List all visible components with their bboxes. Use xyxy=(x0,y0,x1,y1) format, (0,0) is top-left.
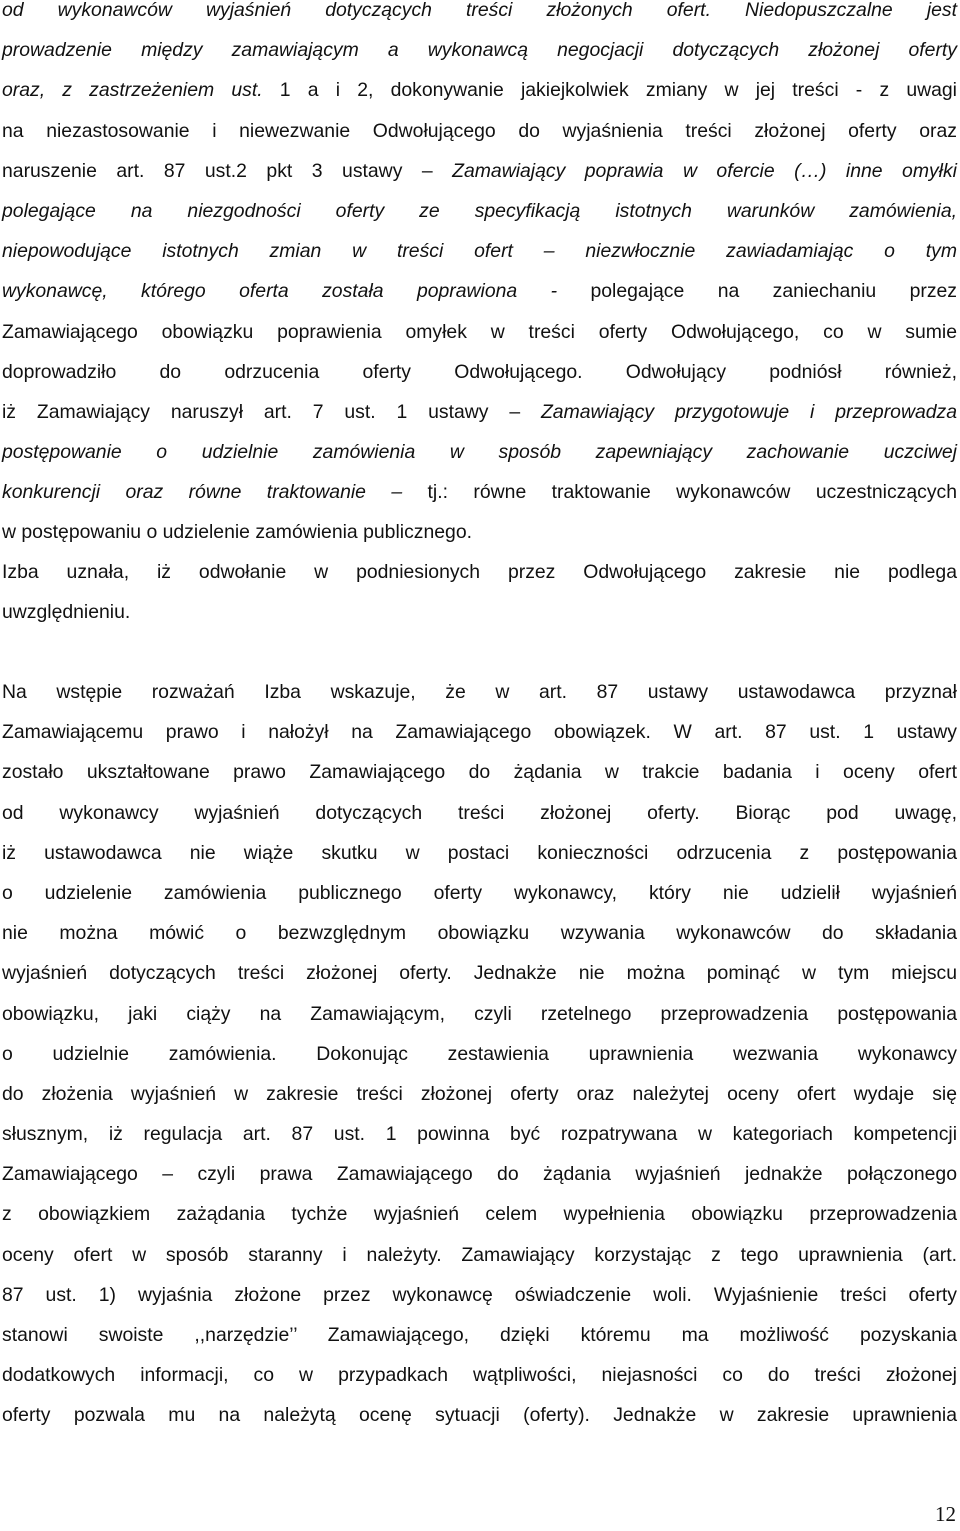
text-segment: Zamawiający przygotowuje i przeprowadza xyxy=(540,400,957,423)
text-segment: oraz, z zastrzeżeniem ust. xyxy=(2,79,263,102)
text-segment: od wykonawcy wyjaśnień dotyczących treści złożonej oferty. Biorąc pod uwagę, xyxy=(2,801,957,824)
text-segment: tj.: równe traktowanie wykonawców uczestniczących xyxy=(427,481,957,504)
text-segment: Zamawiającemu prawo i nałożył na Zamawiającego obowiązek. W art. 87 ust. 1 ustawy xyxy=(2,721,957,744)
text-segment: od wykonawców wyjaśnień dotyczących treści złożonych ofert. xyxy=(2,0,711,21)
page-number: 12 xyxy=(935,1502,956,1526)
text-segment: uwzględnieniu. xyxy=(2,601,131,624)
text-line xyxy=(2,1114,957,1154)
text-line xyxy=(2,111,957,151)
text-line xyxy=(2,30,957,70)
text-segment: polegające na zaniechaniu przez xyxy=(557,280,957,303)
text-line xyxy=(2,913,957,953)
text-line xyxy=(2,712,957,752)
paragraph-3 xyxy=(2,672,957,1436)
text-segment: wykonawcę, którego oferta została poprawiona - xyxy=(2,280,558,303)
text-line xyxy=(2,392,957,432)
text-segment: wyjaśnień dotyczących treści złożonej oferty. Jednakże nie można pominąć w tym miejscu xyxy=(2,962,957,985)
text-line xyxy=(2,1154,957,1194)
text-segment: niepowodujące istotnych zmian w treści ofert – niezwłocznie zawiadamiając o tym xyxy=(2,240,957,263)
text-segment: do złożenia wyjaśnień w zakresie treści złożonej oferty oraz należytej oceny ofert wydaje się xyxy=(2,1082,957,1105)
paragraph-1 xyxy=(2,0,957,553)
text-line xyxy=(2,0,957,30)
text-line xyxy=(2,151,957,191)
text-line xyxy=(2,231,957,271)
text-segment: 87 ust. 1) wyjaśnia złożone przez wykonawcę oświadczenie woli. Wyjaśnienie treści oferty xyxy=(2,1283,957,1306)
text-segment: w postępowaniu o udzielenie zamówienia publicznego. xyxy=(2,521,472,544)
text-line xyxy=(2,512,957,552)
text-segment: oferty pozwala mu na należytą ocenę sytuacji (oferty). Jednakże w zakresie uprawnienia xyxy=(2,1404,957,1427)
text-segment: o udzielnie zamówienia. Dokonując zestawienia uprawnienia wezwania wykonawcy xyxy=(2,1042,957,1065)
text-segment: dodatkowych informacji, co w przypadkach wątpliwości, niejasności co do treści złożonej xyxy=(2,1364,957,1387)
text-segment: nie można mówić o bezwzględnym obowiązku wzywania wykonawców do składania xyxy=(2,922,957,945)
text-segment: Izba uznała, iż odwołanie w podniesionych przez Odwołującego zakresie nie podlega xyxy=(2,561,957,583)
text-segment: Zamawiającego – czyli prawa Zamawiającego do żądania wyjaśnień jednakże połączonego xyxy=(2,1163,957,1186)
text-segment: doprowadziło do odrzucenia oferty Odwołującego. Odwołujący podniósł również, xyxy=(2,360,957,383)
text-segment: iż Zamawiający naruszył art. 7 ust. 1 ustawy – xyxy=(2,400,541,423)
text-line xyxy=(2,833,957,873)
text-segment: obowiązku, jaki ciąży na Zamawiającym, czyli rzetelnego przeprowadzenia postępowania xyxy=(2,1002,957,1025)
text-line xyxy=(2,352,957,392)
text-line xyxy=(2,1074,957,1114)
text-segment: Zamawiający poprawia w ofercie (…) inne omyłki xyxy=(452,159,957,182)
text-segment: słusznym, iż regulacja art. 87 ust. 1 powinna być rozpatrywana w kategoriach kompetencji xyxy=(2,1123,957,1146)
text-line xyxy=(2,953,957,993)
text-line xyxy=(2,1355,957,1395)
text-line xyxy=(2,592,957,632)
text-segment: polegające na niezgodności oferty ze specyfikacją istotnych warunków zamówienia, xyxy=(2,199,957,222)
text-segment: prowadzenie między zamawiającym a wykonawcą negocjacji dotyczących złożonej oferty xyxy=(2,39,957,62)
text-segment: konkurencji oraz równe traktowanie – xyxy=(2,481,428,504)
text-line xyxy=(2,1194,957,1234)
text-line xyxy=(2,552,957,592)
text-segment: postępowanie o udzielnie zamówienia w sposób zapewniający zachowanie uczciwej xyxy=(2,441,957,464)
text-segment: Na wstępie rozważań Izba wskazuje, że w art. 87 ustawy ustawodawca przyznał xyxy=(2,681,957,703)
text-segment: z obowiązkiem zażądania tychże wyjaśnień celem wypełnienia obowiązku przeprowadzenia xyxy=(2,1203,957,1226)
text-line xyxy=(2,432,957,472)
text-line xyxy=(2,793,957,833)
text-segment: na niezastosowanie i niewezwanie Odwołującego do wyjaśnienia treści złożonej oferty oraz xyxy=(2,119,957,142)
text-line xyxy=(2,752,957,792)
text-line xyxy=(2,271,957,311)
text-line xyxy=(2,1275,957,1315)
text-line xyxy=(2,1034,957,1074)
text-line xyxy=(2,312,957,352)
text-segment: Zamawiającego obowiązku poprawienia omyłek w treści oferty Odwołującego, co w sumie xyxy=(2,320,957,343)
text-segment: Niedopuszczalne jest xyxy=(710,0,957,21)
text-segment: oceny ofert w sposób staranny i należyty. Zamawiający korzystając z tego uprawnienia (art. xyxy=(2,1243,957,1266)
text-line xyxy=(2,672,957,712)
text-line xyxy=(2,873,957,913)
text-line xyxy=(2,1235,957,1275)
paragraph-2 xyxy=(2,552,957,632)
text-segment: zostało ukształtowane prawo Zamawiającego do żądania w trakcie badania i oceny ofert xyxy=(2,761,957,784)
text-line xyxy=(2,191,957,231)
text-line xyxy=(2,1395,957,1435)
text-line xyxy=(2,994,957,1034)
text-line xyxy=(2,472,957,512)
text-line xyxy=(2,70,957,110)
text-segment: o udzielenie zamówienia publicznego oferty wykonawcy, który nie udzielił wyjaśnień xyxy=(2,881,957,904)
text-segment: stanowi swoiste ,,narzędzie’’ Zamawiającego, dzięki któremu ma możliwość pozyskania xyxy=(2,1324,957,1346)
text-line xyxy=(2,1315,957,1355)
text-segment: 1 a i 2, dokonywanie jakiejkolwiek zmiany w jej treści - z uwagi xyxy=(262,79,957,102)
text-segment: iż ustawodawca nie wiąże skutku w postaci konieczności odrzucenia z postępowania xyxy=(2,841,957,864)
text-segment: naruszenie art. 87 ust.2 pkt 3 ustawy – xyxy=(2,159,453,182)
